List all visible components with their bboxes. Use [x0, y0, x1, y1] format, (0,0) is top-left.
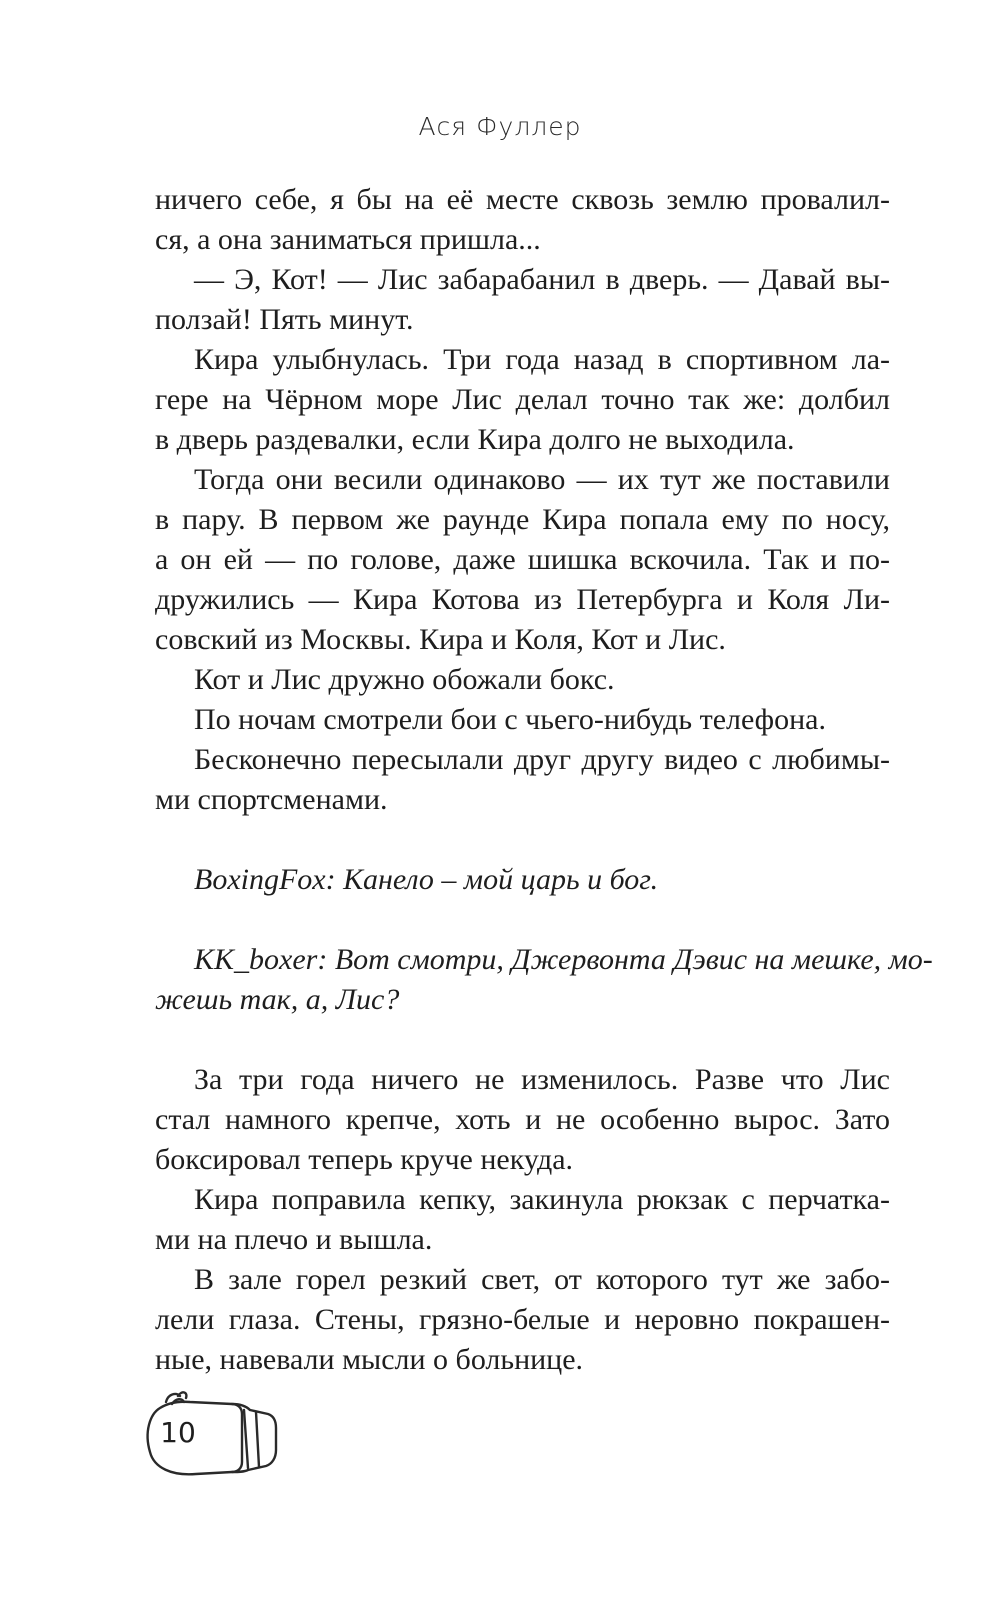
text-line: боксировал теперь круче некуда. — [155, 1143, 574, 1176]
text-line: лели глаза. Стены, грязно-белые и неровно покрашен- — [155, 1303, 890, 1336]
text-line: Кира улыбнулась. Три года назад в спортивном ла- — [194, 343, 890, 376]
chat-message-line: BoxingFox: Канело – мой царь и бог. — [194, 863, 659, 896]
text-line: в дверь раздевалки, если Кира долго не выходила. — [155, 423, 795, 456]
text-line: ся, а она заниматься пришла... — [155, 223, 541, 256]
running-header-author: Ася Фуллер — [418, 112, 582, 141]
text-line: По ночам смотрели бои с чьего-нибудь телефона. — [194, 703, 826, 736]
text-line: Тогда они весили одинаково — их тут же поставили — [194, 463, 890, 496]
text-line: — Э, Кот! — Лис забарабанил в дверь. — Давай вы- — [194, 263, 890, 296]
text-line: В зале горел резкий свет, от которого тут же забо- — [194, 1263, 890, 1296]
text-line: ми на плечо и вышла. — [155, 1223, 433, 1256]
text-line: ми спортсменами. — [155, 783, 388, 816]
text-line: в пару. В первом же раунде Кира попала ему по носу, — [155, 503, 890, 536]
text-line: совский из Москвы. Кира и Коля, Кот и Лис. — [155, 623, 726, 656]
paragraph-gap — [155, 820, 890, 860]
page-body — [155, 180, 933, 1380]
text-line: Кира поправила кепку, закинула рюкзак с перчатка- — [194, 1183, 890, 1216]
page-number: 10 — [160, 1416, 196, 1449]
paragraph-gap — [155, 1020, 890, 1060]
text-line: ползай! Пять минут. — [155, 303, 414, 336]
text-line: Кот и Лис дружно обожали бокс. — [194, 663, 615, 696]
text-line: Бесконечно пересылали друг другу видео с любимы- — [194, 743, 890, 776]
chat-message-line: KK_boxer: Вот смотри, Джервонта Дэвис на мешке, мо- — [194, 943, 933, 976]
text-line: гере на Чёрном море Лис делал точно так же: долбил — [155, 383, 890, 416]
text-line: За три года ничего не изменилось. Разве что Лис — [194, 1063, 890, 1096]
text-line: ничего себе, я бы на её месте сквозь землю провалил- — [155, 183, 890, 216]
page-footer — [138, 1388, 288, 1484]
chat-message-line: жешь так, а, Лис? — [155, 983, 400, 1016]
paragraph-gap — [155, 900, 890, 940]
text-line: а он ей — по голове, даже шишка вскочила. Так и по- — [155, 543, 890, 576]
text-line: дружились — Кира Котова из Петербурга и Коля Ли- — [155, 583, 890, 616]
text-line: стал намного крепче, хоть и не особенно вырос. Зато — [155, 1103, 890, 1136]
text-line: ные, навевали мысли о больнице. — [155, 1343, 584, 1376]
